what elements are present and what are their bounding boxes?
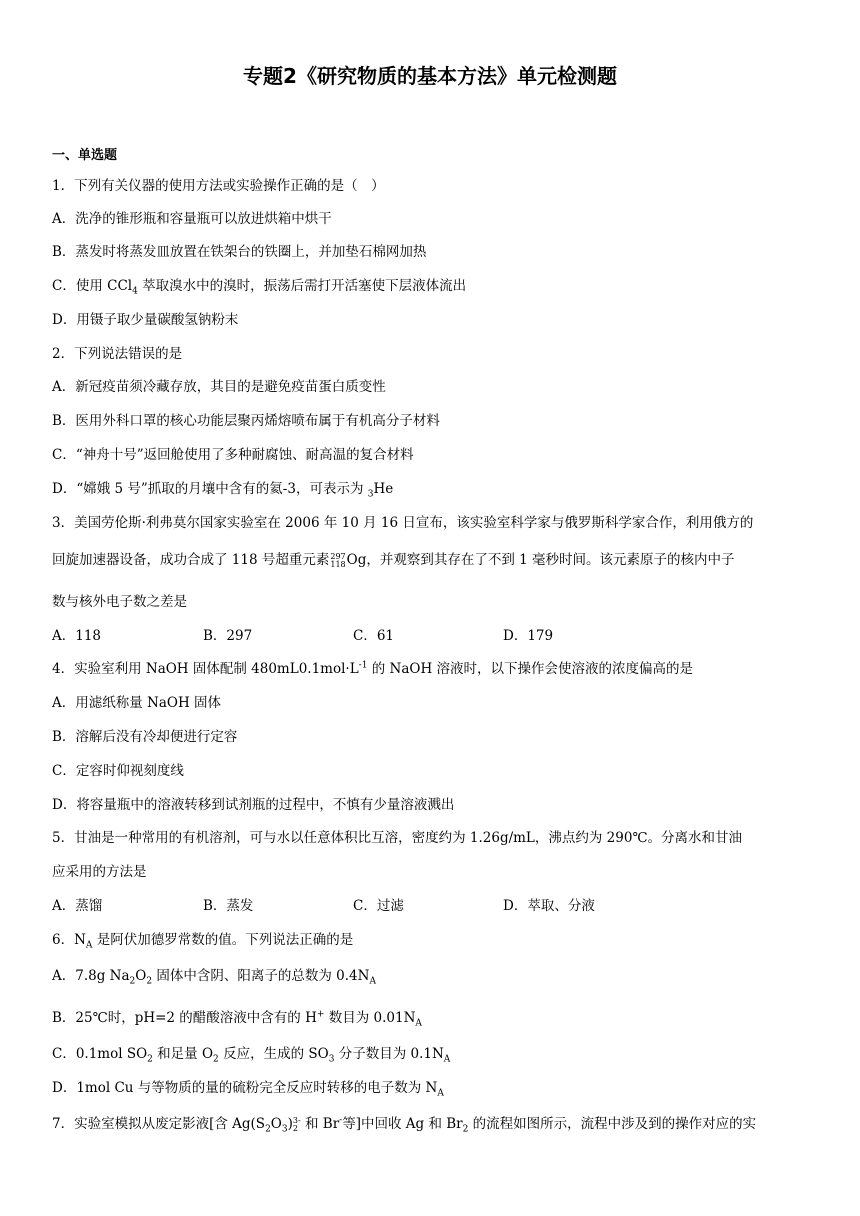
- question-2-option-a: A．新冠疫苗须冷藏存放，其目的是避免疫苗蛋白质变性: [52, 379, 386, 395]
- question-6-option-d: [52, 1076, 444, 1099]
- text-segment: 回旋加速器设备，成功合成了 118 号超重元素: [52, 552, 330, 568]
- question-3-line-2: [52, 548, 735, 569]
- question-2-stem: 2．下列说法错误的是: [52, 346, 183, 362]
- question-4-option-c: C．定容时仰视刻度线: [52, 763, 184, 779]
- text-segment: D．“嫦娥 5 号”抓取的月壤中含有的氦-3，可表示为: [52, 481, 368, 497]
- question-5-option-d: D．萃取、分液: [503, 898, 595, 914]
- question-2-option-d: [52, 477, 393, 500]
- question-1-option-d: D．用镊子取少量碳酸氢钠粉末: [52, 312, 239, 328]
- text-segment: 的流程如图所示，流程中涉及到的操作对应的实: [468, 1116, 757, 1132]
- page-title: 专题2《研究物质的基本方法》单元检测题: [243, 64, 617, 88]
- question-2-option-b: B．医用外科口罩的核心功能层聚丙烯熔喷布属于有机高分子材料: [52, 413, 440, 429]
- question-3-option-b: B．297: [203, 628, 253, 644]
- question-3-line-1: 3．美国劳伦斯·利弗莫尔国家实验室在 2006 年 10 月 16 日宣布，该实验室科学家与俄罗斯科学家合作，利用俄方的: [52, 515, 754, 531]
- question-1-stem: 1．下列有关仪器的使用方法或实验操作正确的是（ ）: [52, 178, 385, 194]
- question-7-stem: [52, 1112, 756, 1135]
- mass-number: 297: [330, 551, 346, 561]
- subscript: A: [85, 940, 93, 951]
- question-6-option-a: [52, 964, 376, 987]
- question-4-option-b: B．溶解后没有冷却便进行定容: [52, 729, 238, 745]
- text-segment: He: [373, 481, 394, 497]
- text-segment: 7．实验室模拟从废定影液[含 Ag(S: [52, 1116, 266, 1132]
- subscript: A: [415, 1018, 422, 1029]
- question-4-option-a: A．用滤纸称量 NaOH 固体: [52, 695, 222, 711]
- subscript: 2: [292, 1123, 298, 1133]
- text-segment: 萃取溴水中的溴时，振荡后需打开活塞使下层液体流出: [137, 278, 467, 294]
- subscript: 3: [281, 1124, 288, 1135]
- question-5-option-a: A．蒸馏: [52, 898, 103, 914]
- question-6-option-c: [52, 1042, 450, 1065]
- text-segment: 4．实验室利用 NaOH 固体配制 480mL0.1mol·L: [52, 661, 359, 677]
- text-segment: ): [287, 1116, 293, 1132]
- text-segment: C．0.1mol SO: [52, 1046, 148, 1062]
- question-2-option-c: C．“神舟十号”返回舱使用了多种耐腐蚀、耐高温的复合材料: [52, 447, 414, 463]
- text-segment: 和足量 O: [152, 1046, 214, 1062]
- subscript: 3: [367, 489, 374, 500]
- question-3-option-a: A．118: [52, 628, 102, 644]
- subscript: 2: [147, 1054, 153, 1065]
- superscript: +: [316, 1009, 325, 1020]
- text-segment: O: [270, 1116, 282, 1132]
- question-1-option-c: [52, 274, 466, 297]
- question-3-option-c: C．61: [353, 628, 395, 644]
- text-segment: 是阿伏加德罗常数的值。下列说法正确的是: [92, 932, 354, 948]
- question-5-line-2: 应采用的方法是: [52, 864, 147, 880]
- subscript: 4: [132, 286, 138, 297]
- question-1-option-a: A．洗净的锥形瓶和容量瓶可以放进烘箱中烘干: [52, 211, 332, 227]
- text-segment: 6．N: [52, 932, 86, 948]
- superscript: -: [339, 1115, 343, 1126]
- subscript: A: [437, 1088, 444, 1099]
- question-1-option-b: B．蒸发时将蒸发皿放置在铁架台的铁圈上，并加垫石棉网加热: [52, 244, 427, 260]
- question-5-line-1: 5．甘油是一种常用的有机溶剂，可与水以任意体积比互溶，密度约为 1.26g/mL，沸点约为 290℃。分离水和甘油: [52, 830, 743, 846]
- text-segment: D．1mol Cu 与等物质的量的硫粉完全反应时转移的电子数为 N: [52, 1080, 438, 1096]
- charge-notation: [293, 1117, 301, 1133]
- subscript: A: [443, 1054, 451, 1065]
- text-segment: 固体中含阴、阳离子的总数为 0.4N: [152, 968, 370, 984]
- text-segment: C．使用 CCl: [52, 278, 133, 294]
- question-6-option-b: [52, 1006, 422, 1029]
- atomic-number: 118: [330, 559, 346, 569]
- subscript: 2: [265, 1124, 271, 1135]
- question-5-option-c: C．过滤: [353, 898, 404, 914]
- charge: 3-: [292, 1115, 301, 1125]
- text-segment: 数目为 0.01N: [324, 1010, 416, 1026]
- text-segment: 等]中回收 Ag 和 Br: [342, 1116, 463, 1132]
- text-segment: O: [135, 968, 147, 984]
- question-5-option-b: B．蒸发: [203, 898, 254, 914]
- element-symbol: Og: [346, 552, 367, 568]
- isotope-notation: [330, 553, 345, 569]
- text-segment: 分子数目为 0.1N: [334, 1046, 444, 1062]
- question-3-option-d: D．179: [503, 628, 554, 644]
- question-6-stem: [52, 928, 353, 951]
- text-segment: 和 Br: [300, 1116, 340, 1132]
- text-segment: B．25℃时，pH=2 的醋酸溶液中含有的 H: [52, 1010, 317, 1026]
- text-segment: 反应，生成的 SO: [218, 1046, 329, 1062]
- question-3-line-3: 数与核外电子数之差是: [52, 594, 187, 610]
- text-segment: ，并观察到其存在了不到 1 毫秒时间。该元素原子的核内中子: [366, 552, 735, 568]
- text-segment: A．7.8g Na: [52, 968, 130, 984]
- question-4-stem: [52, 657, 693, 677]
- superscript: -1: [358, 660, 368, 671]
- subscript: 2: [213, 1054, 219, 1065]
- subscript: 2: [129, 976, 136, 987]
- subscript: A: [369, 976, 376, 987]
- section-heading: 一、单选题: [52, 148, 118, 163]
- text-segment: 的 NaOH 溶液时，以下操作会使溶液的浓度偏高的是: [367, 661, 694, 677]
- question-4-option-d: D．将容量瓶中的溶液转移到试剂瓶的过程中，不慎有少量溶液溅出: [52, 797, 455, 813]
- subscript: 3: [328, 1054, 335, 1065]
- subscript: 2: [146, 976, 153, 987]
- subscript: 2: [462, 1124, 469, 1135]
